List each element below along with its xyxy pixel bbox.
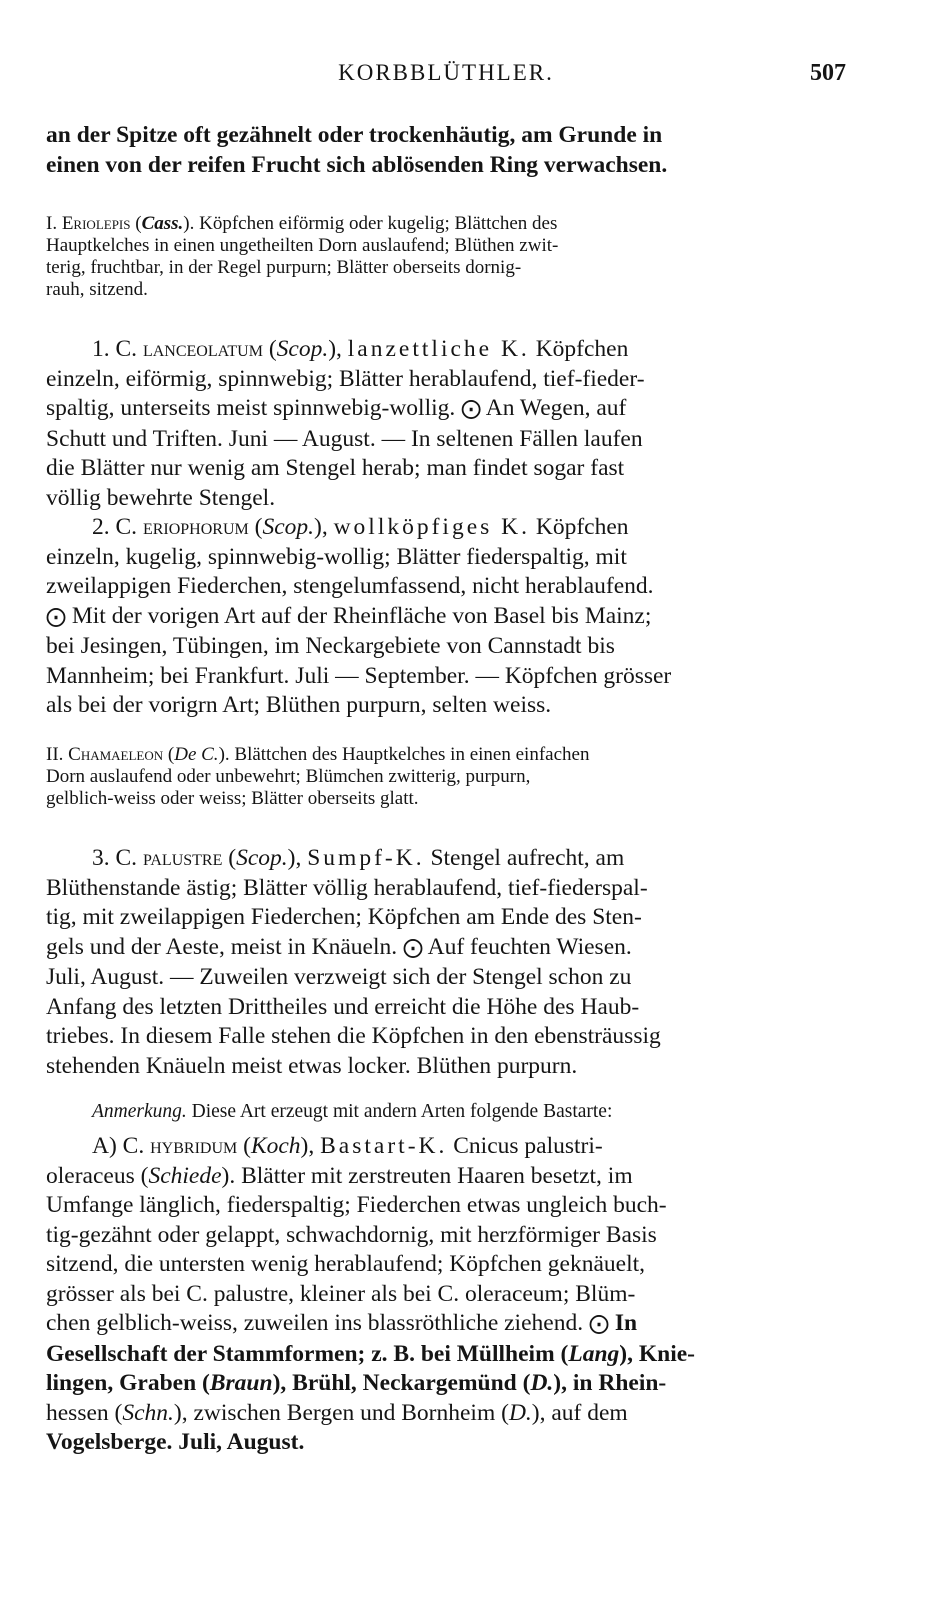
text-fragment: ), auf dem [531,1399,628,1426]
perennial-symbol-icon: ⨀ [461,398,482,420]
text-line: Dorn auslaufend oder unbewehrt; Blümchen zwitterig, purpurn, [46,766,531,787]
text-line: Anfang des letzten Drittheiles und erreicht die Höhe des Haub- [46,993,640,1020]
perennial-symbol-icon: ⨀ [403,936,423,959]
text-line: zweilappigen Fiederchen, stengelumfassend, nicht herablaufend. [46,573,654,599]
text-fragment: lingen, Graben ( [46,1370,210,1396]
author-name: Schn. [122,1399,174,1426]
text-line: tig, mit zweilappigen Fiederchen; Köpfchen am Ende des Sten- [46,904,642,930]
text-line: einzeln, kugelig, spinnwebig-wollig; Blätter fiederspaltig, mit [46,543,627,570]
author-name: Scop. [236,845,288,871]
text-line: Juli, August. — Zuweilen verzweigt sich der Stengel schon zu [46,964,632,990]
text-line: als bei der vorigrn Art; Blüthen purpurn, selten weiss. [46,692,552,718]
author-name: Scop. [262,514,314,540]
hybrid-entry-a: A) C. hybridum (Koch), Bastart-K. Cnicus palustri- oleraceus (Schiede). Blätter mit zerstreuten Haaren besetzt, im Umfange länglich, fiederspaltig; Fiederchen etwas ungleich buch- tig-gezähnt oder gelappt, schwachdornig, mit herzförmiger Basis sitzend, die untersten wenig herablaufend; Köpfchen geknäuelt, grösser als bei C. palustre, kleiner als bei C. oleraceum; Blüm- chen gelblich-weiss, zuweilen ins blassröthliche ziehend. ⨀ In Gesellschaft der Stammformen; z. B. bei Müllheim (Lang), Knie- lingen, Graben (Braun), Brühl, Neckargemünd (D.), in Rhein- hessen (Schn.), zwischen Bergen und Bornheim (D.), auf dem Vogelsberge. Juli, August. [46,1132,846,1458]
species-number: 1. C. [92,336,138,362]
author-name: D. [530,1370,554,1396]
genus-section-chamaeleon: II. Chamaeleon (De C.). Blättchen des Hauptkelches in einen einfachen Dorn auslaufend oder unbewehrt; Blümchen zwitterig, purpurn, gelblich-weiss oder weiss; Blätter oberseits glatt. [46,744,890,810]
remark-line [46,1101,846,1123]
text-line: terig, fruchtbar, in der Regel purpurn; Blätter oberseits dornig- [46,257,522,278]
text-line: Blättchen des Hauptkelches in einen einfachen [234,744,590,765]
text-fragment: ), Brühl, Neckargemünd ( [272,1370,531,1396]
text-line: Umfange länglich, fiederspaltig; Fiederchen etwas ungleich buch- [46,1192,667,1218]
author-name: Schiede [148,1162,222,1189]
text-line: Stengel aufrecht, am [430,845,625,871]
running-title: KORBBLÜTHLER. [338,60,554,85]
text-line: Schutt und Triften. Juni — August. — In seltenen Fällen laufen [46,425,643,452]
text-fragment: ). Blätter mit zerstreuten Haaren besetzt, im [221,1162,633,1189]
text-fragment: oleraceus ( [46,1162,149,1189]
text-line: Köpfchen [535,514,629,540]
remark-label: Anmerkung. [92,1101,187,1122]
remark-text: Diese Art erzeugt mit andern Arten folgende Bastarte: [191,1101,613,1122]
intro-paragraph [46,121,846,180]
species-entry-lanceolatum: 1. C. lanceolatum (Scop.), lanzettliche K. Köpfchen einzeln, eiförmig, spinnwebig; Blätter herablaufend, tief-fieder- spaltig, unterseits meist spinnwebig-wollig. ⨀ An Wegen, auf Schutt und Triften. Juni — August. — In seltenen Fällen laufen die Blätter nur wenig am Stengel herab; man findet sogar fast völlig bewehrte Stengel. [46,335,846,513]
species-epithet: hybridum [150,1133,238,1159]
text-line: bei Jesingen, Tübingen, im Neckargebiete von Cannstadt bis [46,633,615,659]
text-line: Blüthenstande ästig; Blätter völlig herablaufend, tief-fiederspal- [46,874,648,901]
author-name: Braun [209,1370,273,1396]
genus-name: Chamaeleon [68,744,164,765]
text-fragment: ), zwischen Bergen und Bornheim ( [173,1399,509,1426]
text-line: Cnicus palustri- [453,1133,603,1159]
author-name: Koch [250,1133,301,1159]
text-line: Köpfchen eiförmig oder kugelig; Blättchen des [199,213,558,234]
text-line: sitzend, die untersten wenig herablaufend; Köpfchen geknäuelt, [46,1251,646,1277]
text-line: einen von der reifen Frucht sich ablösenden Ring verwachsen. [46,151,668,178]
text-line: an der Spitze oft gezähnelt oder trockenhäutig, am Grunde in [46,122,663,148]
perennial-symbol-icon: ⨀ [46,605,66,628]
text-line: Mit der vorigen Art auf der Rheinfläche von Basel bis Mainz; [71,602,652,629]
author-name: Lang [568,1340,620,1367]
text-line: An Wegen, auf [485,395,627,421]
section-numeral: II. [46,744,64,765]
author-name: D. [508,1399,532,1426]
perennial-symbol-icon: ⨀ [588,1313,609,1335]
section-numeral: I. [46,213,58,234]
text-line: triebes. In diesem Falle stehen die Köpfchen in den ebensträussig [46,1023,661,1049]
text-line: grösser als bei C. palustre, kleiner als bei C. oleraceum; Blüm- [46,1280,636,1307]
text-line: völlig bewehrte Stengel. [46,484,276,511]
common-name: Bastart-K. [320,1133,448,1159]
text-line: stehenden Knäueln meist etwas locker. Blüthen purpurn. [46,1052,578,1079]
author-name: Cass. [141,213,184,234]
text-line: gels und der Aeste, meist in Knäueln. [46,933,398,960]
text-line: Mannheim; bei Frankfurt. Juli — September. — Köpfchen grösser [46,662,672,689]
text-line: Köpfchen [535,336,629,362]
common-name: lanzettliche K. [347,336,530,362]
text-fragment: ), in Rhein- [553,1370,667,1396]
common-name: Sumpf-K. [307,845,425,871]
text-fragment: In [614,1310,638,1336]
text-line: Auf feuchten Wiesen. [427,933,632,960]
species-number: 2. C. [92,514,138,540]
text-fragment: Gesellschaft der Stammformen; z. B. bei Müllheim ( [46,1340,569,1367]
page-number: 507 [810,60,846,86]
text-line: spaltig, unterseits meist spinnwebig-wollig. [46,395,456,421]
text-line: einzeln, eiförmig, spinnwebig; Blätter herablaufend, tief-fieder- [46,365,645,392]
text-line: rauh, sitzend. [46,279,148,300]
text-line: Hauptkelches in einen ungetheilten Dorn auslaufend; Blüthen zwit- [46,235,559,256]
species-entry-eriophorum: 2. C. eriophorum (Scop.), wollköpfiges K. Köpfchen einzeln, kugelig, spinnwebig-wollig; Blätter fiederspaltig, mit zweilappigen Fiederchen, stengelumfassend, nicht herablaufend. ⨀ Mit der vorigen Art auf der Rheinfläche von Basel bis Mainz; bei Jesingen, Tübingen, im Neckargebiete von Cannstadt bis Mannheim; bei Frankfurt. Juli — September. — Köpfchen grösser als bei der vorigrn Art; Blüthen purpurn, selten weiss. [46,513,846,721]
author-name: De C. [174,744,219,765]
text-line: chen gelblich-weiss, zuweilen ins blassröthliche ziehend. [46,1310,584,1336]
author-name: Scop. [276,336,329,362]
page-header [46,60,846,100]
species-epithet: palustre [142,845,223,871]
species-epithet: lanceolatum [142,336,263,362]
text-fragment: hessen ( [46,1399,123,1426]
text-line: Vogelsberge. Juli, August. [46,1429,305,1455]
species-entry-palustre: 3. C. palustre (Scop.), Sumpf-K. Stengel aufrecht, am Blüthenstande ästig; Blätter völlig herablaufend, tief-fiederspal- tig, mit zweilappigen Fiederchen; Köpfchen am Ende des Sten- gels und der Aeste, meist in Knäueln. ⨀ Auf feuchten Wiesen. Juli, August. — Zuweilen verzweigt sich der Stengel schon zu Anfang des letzten Drittheiles und erreicht die Höhe des Haub- triebes. In diesem Falle stehen die Köpfchen in den ebensträussig stehenden Knäueln meist etwas locker. Blüthen purpurn. [46,844,846,1081]
genus-name: Eriolepis [61,213,131,234]
common-name: wollköpfiges K. [333,514,531,540]
species-epithet: eriophorum [142,514,249,540]
text-line: die Blätter nur wenig am Stengel herab; man findet sogar fast [46,455,625,481]
species-number: 3. C. [92,845,138,871]
text-line: tig-gezähnt oder gelappt, schwachdornig, mit herzförmiger Basis [46,1221,657,1248]
text-line: gelblich-weiss oder weiss; Blätter oberseits glatt. [46,788,419,809]
hybrid-letter: A) C. [92,1133,145,1159]
genus-section-eriolepis: I. Eriolepis (Cass.). Köpfchen eiförmig oder kugelig; Blättchen des Hauptkelches in einen ungetheilten Dorn auslaufend; Blüthen zwit- terig, fruchtbar, in der Regel purpurn; Blätter oberseits dornig- rauh, sitzend. [46,213,890,301]
text-fragment: ), Knie- [619,1340,696,1367]
